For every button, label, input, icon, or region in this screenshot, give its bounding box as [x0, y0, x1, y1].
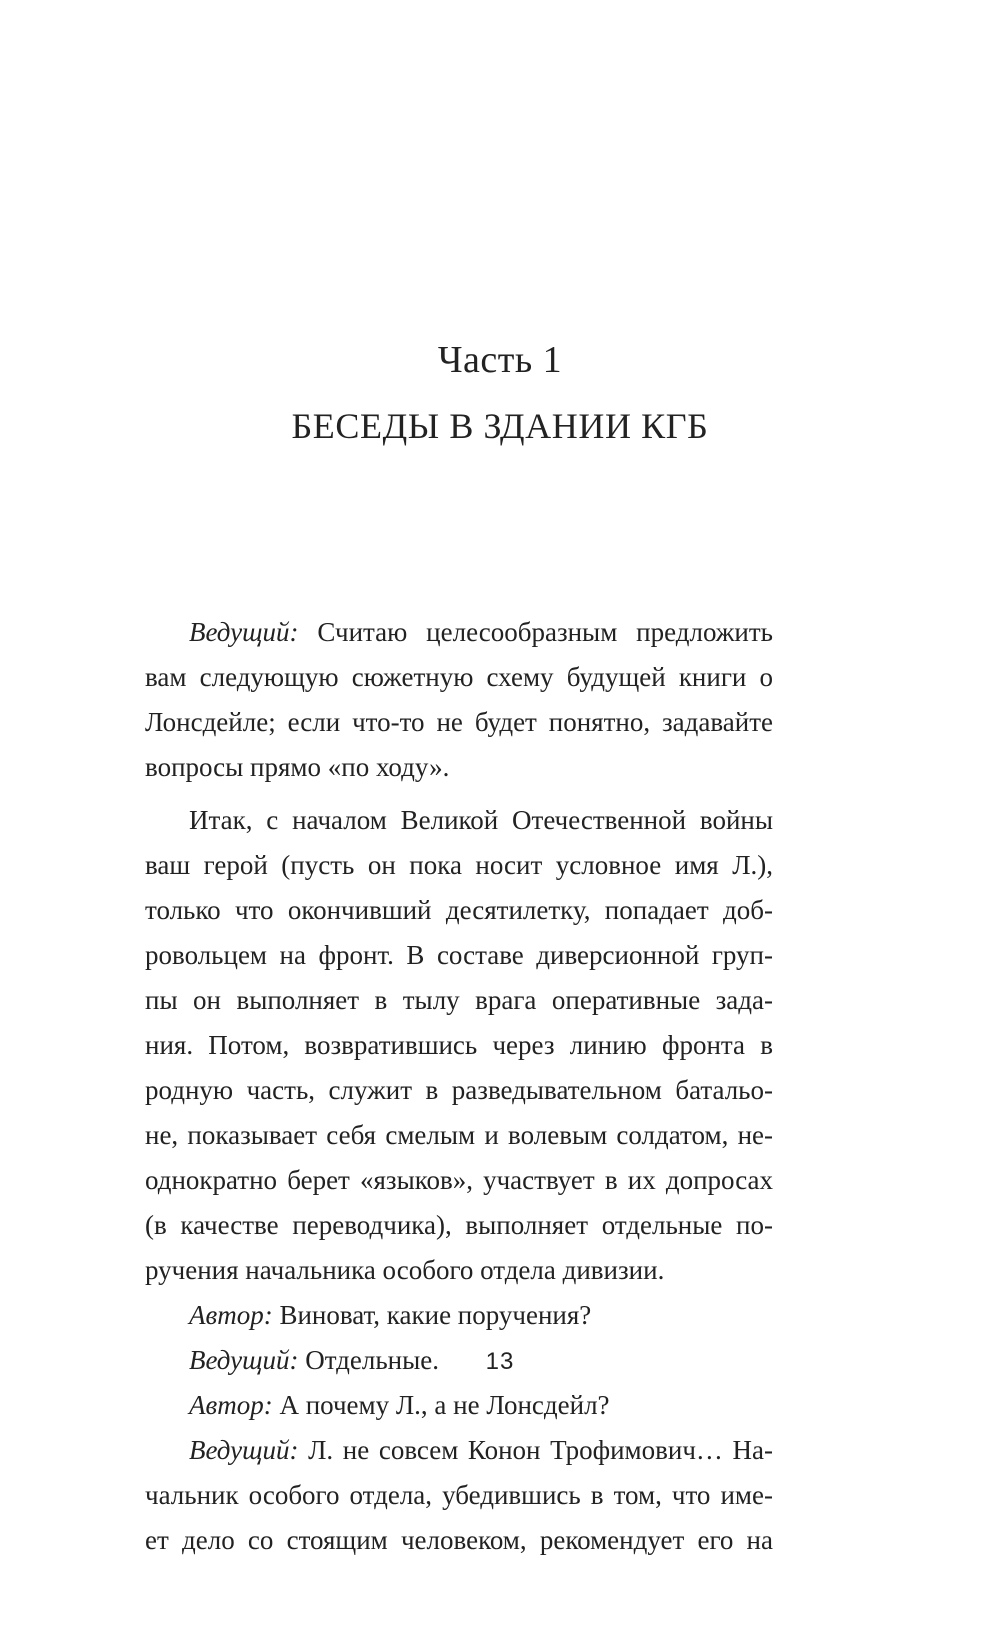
paragraph-line: только что окончивший десятилетку, попадает доб- [145, 895, 773, 925]
speaker-label: Ведущий: [189, 617, 299, 647]
speaker-label: Автор: [189, 1300, 273, 1330]
page-number: 13 [485, 1348, 515, 1375]
paragraph-line: ручения начальника особого отдела дивизии. [145, 1255, 665, 1285]
paragraph-line: ния. Потом, возвратившись через линию фронта в [145, 1030, 773, 1060]
dialogue-text: Считаю целесообразным предложить [298, 617, 773, 647]
paragraph-line: ваш герой (пусть он пока носит условное имя Л.), [145, 850, 773, 880]
paragraph-line [145, 610, 773, 655]
dialogue-text: Отдельные. [298, 1345, 439, 1375]
part-label: Часть 1 [437, 339, 563, 381]
paragraph-line [145, 1293, 773, 1338]
dialogue-text: Л. не совсем Конон Трофимович… На- [298, 1435, 773, 1465]
paragraph-line: Итак, с началом Великой Отечественной войны [189, 805, 773, 835]
paragraph-line: чальник особого отдела, убедившись в том, что име- [145, 1480, 773, 1510]
paragraph-line: вам следующую сюжетную схему будущей книги о [145, 662, 773, 692]
body-text [145, 610, 773, 1563]
paragraph-line: не, показывает себя смелым и волевым солдатом, не- [145, 1120, 773, 1150]
paragraph-line: ровольцем на фронт. В составе диверсионной груп- [145, 940, 773, 970]
paragraph-line: (в качестве переводчика), выполняет отдельные по- [145, 1210, 773, 1240]
speaker-label: Ведущий: [189, 1345, 299, 1375]
speaker-label: Ведущий: [189, 1435, 299, 1465]
part-title: БЕСЕДЫ В ЗДАНИИ КГБ [291, 406, 709, 446]
speaker-label: Автор: [189, 1390, 273, 1420]
paragraph-line [145, 1428, 773, 1473]
dialogue-text: А почему Л., а не Лонсдейл? [272, 1390, 610, 1420]
paragraph-line: пы он выполняет в тылу врага оперативные зада- [145, 985, 773, 1015]
paragraph-line: родную часть, служит в разведывательном батальо- [145, 1075, 773, 1105]
paragraph-line: вопросы прямо «по ходу». [145, 752, 450, 782]
paragraph-line: Лонсдейле; если что-то не будет понятно, задавайте [145, 707, 773, 737]
paragraph-line: однократно берет «языков», участвует в их допросах [145, 1165, 773, 1195]
paragraph-line [145, 1383, 773, 1428]
dialogue-text: Виноват, какие поручения? [272, 1300, 592, 1330]
paragraph-line: ет дело со стоящим человеком, рекомендует его на [145, 1525, 773, 1555]
